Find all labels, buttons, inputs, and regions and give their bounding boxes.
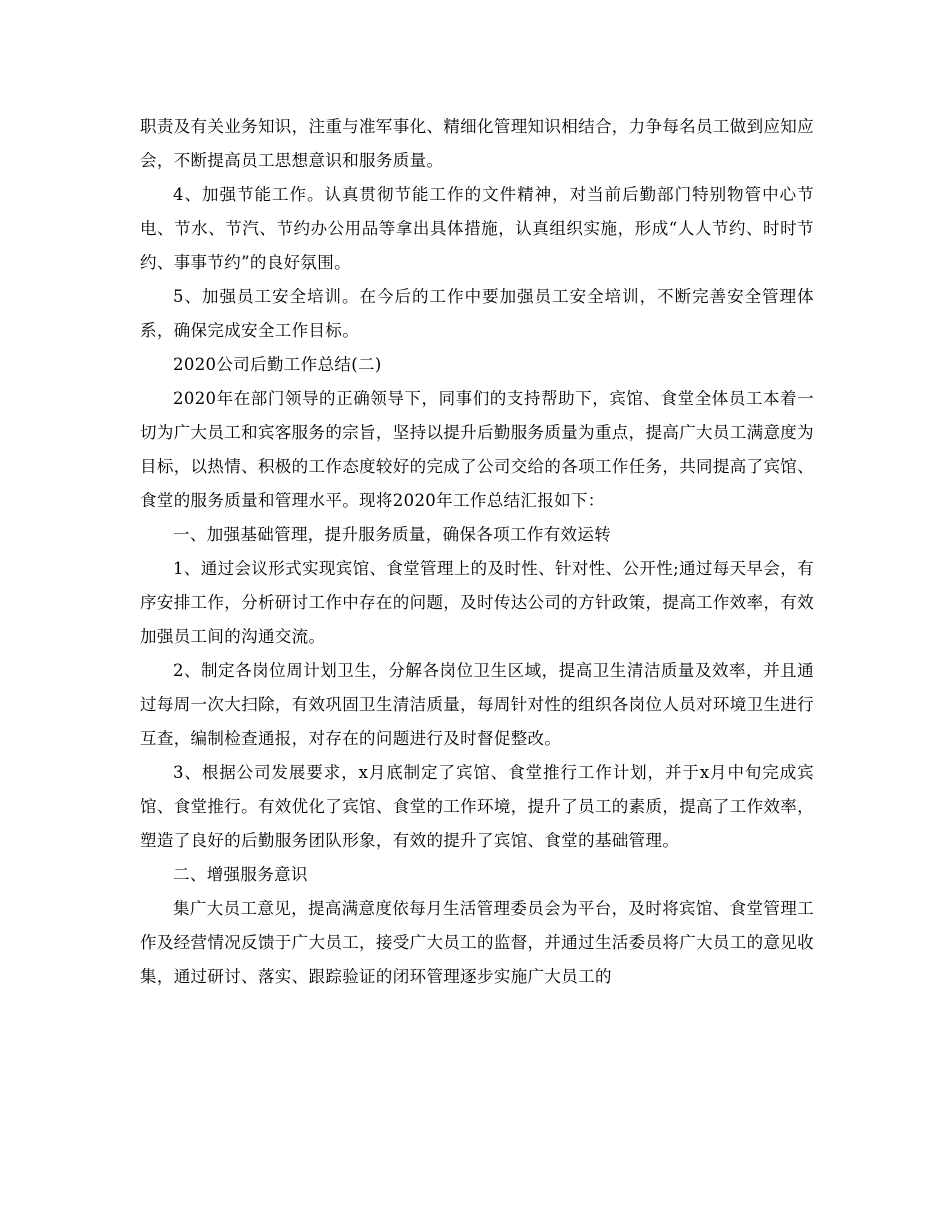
paragraph-meetings: 1、通过会议形式实现宾馆、食堂管理上的及时性、针对性、公开性;通过每天早会，有序安排工作，分析研讨工作中存在的问题，及时传达公司的方针政策，提高工作效率，有效加强员工间的沟通交流。 [140, 559, 814, 646]
paragraph-rollout: 3、根据公司发展要求，x月底制定了宾馆、食堂推行工作计划，并于x月中旬完成宾馆、食堂推行。有效优化了宾馆、食堂的工作环境，提升了员工的素质，提高了工作效率，塑造了良好的后勤服务团队形象，有效的提升了宾馆、食堂的基础管理。 [140, 763, 814, 850]
paragraph-continuation: 职责及有关业务知识，注重与准军事化、精细化管理知识相结合，力争每名员工做到应知应会，不断提高员工思想意识和服务质量。 [140, 117, 814, 170]
section-title: 2020公司后勤工作总结(二) [173, 355, 382, 374]
paragraph-intro: 2020年在部门领导的正确领导下，同事们的支持帮助下，宾馆、食堂全体员工本着一切为广大员工和宾客服务的宗旨，坚持以提升后勤服务质量为重点，提高广大员工满意度为目标，以热情、积极的工作态度较好的完成了公司交给的各项工作任务，共同提高了宾馆、食堂的服务质量和管理水平。现将2020年工作总结汇报如下： [140, 389, 814, 510]
paragraph-safety-training: 5、加强员工安全培训。在今后的工作中要加强员工安全培训，不断完善安全管理体系，确保完成安全工作目标。 [140, 287, 814, 340]
heading-basic-management: 一、加强基础管理，提升服务质量，确保各项工作有效运转 [173, 525, 612, 544]
paragraph-hygiene: 2、制定各岗位周计划卫生，分解各岗位卫生区域，提高卫生清洁质量及效率，并且通过每周一次大扫除，有效巩固卫生清洁质量，每周针对性的组织各岗位人员对环境卫生进行互查，编制检查通报，对存在的问题进行及时督促整改。 [140, 661, 814, 748]
paragraph-energy-saving: 4、加强节能工作。认真贯彻节能工作的文件精神，对当前后勤部门特别物管中心节电、节水、节汽、节约办公用品等拿出具体措施，认真组织实施，形成“人人节约、时时节约、事事节约”的良好氛围。 [140, 185, 814, 272]
heading-service-awareness: 二、增强服务意识 [173, 865, 308, 884]
paragraph-feedback: 集广大员工意见，提高满意度依每月生活管理委员会为平台，及时将宾馆、食堂管理工作及经营情况反馈于广大员工，接受广大员工的监督，并通过生活委员将广大员工的意见收集，通过研讨、落实、跟踪验证的闭环管理逐步实施广大员工的 [140, 899, 814, 986]
document-body [140, 110, 814, 994]
